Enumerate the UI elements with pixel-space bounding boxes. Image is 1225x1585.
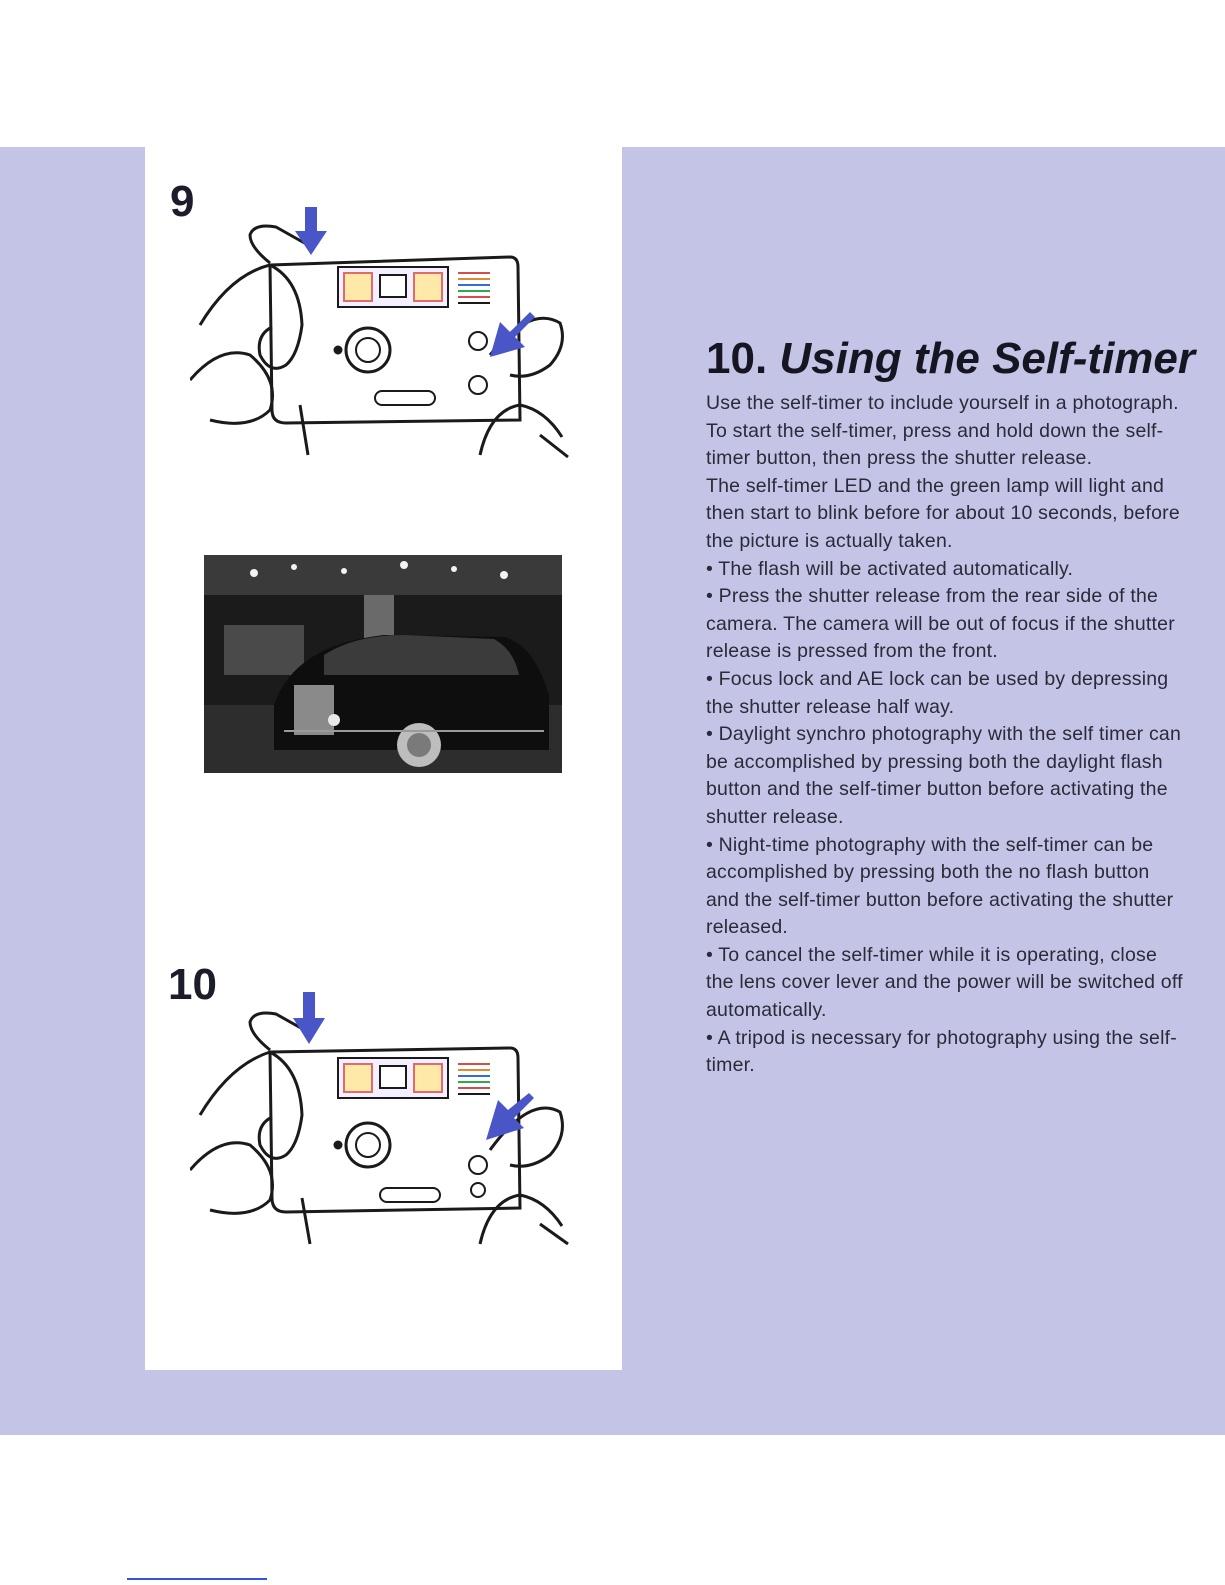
section-heading <box>706 332 1196 386</box>
car-photo-image <box>204 555 562 773</box>
intro-paragraph-1: Use the self-timer to include yourself in a photograph. <box>706 392 1179 414</box>
arrow-down-icon <box>295 207 327 255</box>
arrow-down-icon <box>293 992 325 1044</box>
intro-paragraph-2: To start the self-timer, press and hold down the self-timer button, then press the shutter release. <box>706 419 1164 470</box>
section-title: Using the Self-timer <box>779 334 1196 383</box>
note-night-time: • Night-time photography with the self-timer can be accomplished by pressing both the no flash button and the self-timer button before activating the shutter released. <box>706 833 1174 939</box>
figure-9-camera-illustration <box>190 205 570 460</box>
instructions-column <box>706 332 1196 1080</box>
bottom-mark <box>127 1578 267 1580</box>
note-tripod: • A tripod is necessary for photography using the self-timer. <box>706 1026 1177 1077</box>
figure-10-number: 10 <box>168 960 217 1009</box>
note-daylight-synchro: • Daylight synchro photography with the self timer can be accomplished by pressing both the daylight flash button and the self-timer button before activating the shutter release. <box>706 723 1182 828</box>
figure-9-number: 9 <box>170 177 195 226</box>
figure-10-camera-illustration <box>190 990 570 1245</box>
section-number: 10. <box>706 334 768 383</box>
note-flash: • The flash will be activated automatically. <box>706 557 1074 580</box>
note-focus-lock: • Focus lock and AE lock can be used by depressing the shutter release half way. <box>706 667 1169 718</box>
note-rear-release: • Press the shutter release from the rear side of the camera. The camera will be out of focus if the shutter release is pressed from the front. <box>706 585 1175 663</box>
intro-paragraph-3: The self-timer LED and the green lamp will light and then start to blink before for about 10 seconds, before the picture is actually taken. <box>706 474 1180 552</box>
note-cancel: • To cancel the self-timer while it is operating, close the lens cover lever and the power will be switched off automatically. <box>706 943 1183 1022</box>
car-photo <box>204 555 562 773</box>
